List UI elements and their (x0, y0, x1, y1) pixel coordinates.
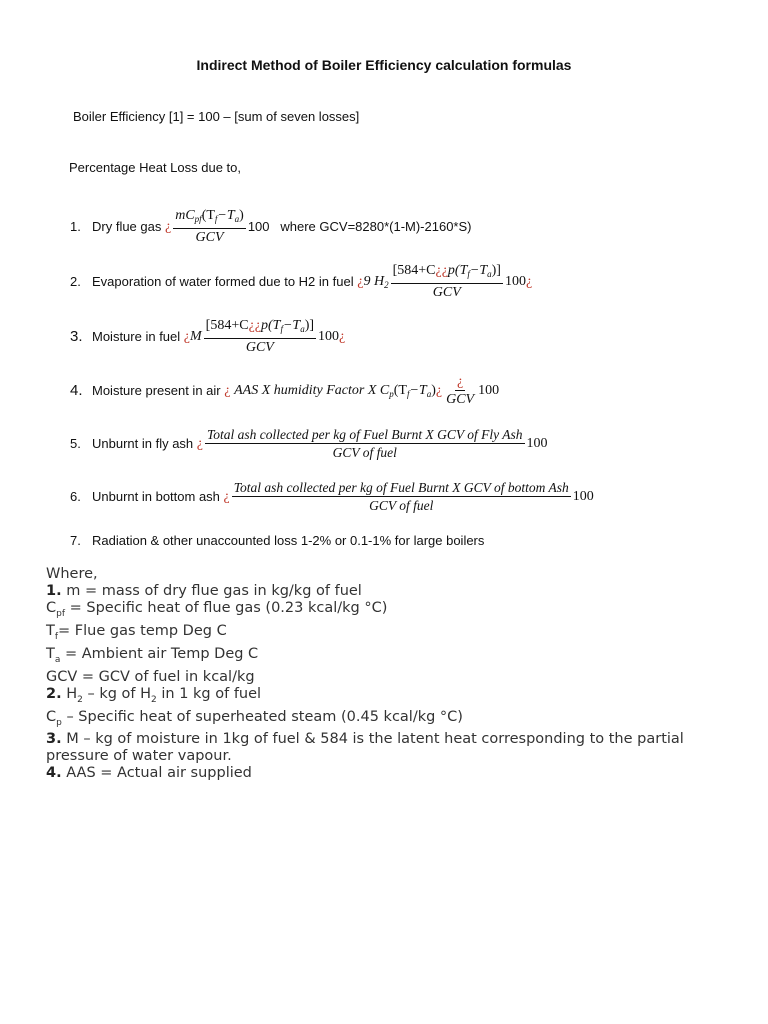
def-cp: $C_p$ – Specific heat of superheated steam (0.45 kcal/kg °C) (46, 708, 463, 728)
red-glyph: ¿ (224, 382, 231, 398)
red-glyph: ¿ (165, 218, 172, 234)
red-glyph: ¿ (339, 328, 346, 344)
item-number: 4. (70, 382, 83, 399)
def-tf: $T_f=$ Flue gas temp Deg C (46, 622, 227, 642)
page-title: Indirect Method of Boiler Efficiency calculation formulas (196, 57, 572, 73)
red-glyph: ¿ (223, 488, 230, 504)
loss-label: Moisture present in air (92, 383, 221, 398)
factor: 100 (572, 488, 594, 504)
item-number: 2. (70, 274, 81, 289)
loss-item-7 (70, 533, 484, 548)
def-gcv: GCV = GCV of fuel in kcal/kg (46, 668, 255, 685)
loss-label: Unburnt in bottom ash (92, 489, 220, 504)
item-number: 6. (70, 489, 81, 504)
factor: 100 (526, 435, 548, 451)
fraction: $\frac{[584+C¿¿p(T_f-T_a)]}{\text{GCV}}$ (205, 318, 315, 355)
loss-item-4: 4. Moisture present in air ¿ AAS X humidity Factor X $C_p(T_f-T_a)$ ¿ $\frac{¿}{\text{GCV}}$ 100 (70, 374, 500, 407)
loss-item-1 (70, 207, 472, 246)
item-number: 5. (70, 436, 81, 451)
def-ta: $T_a$ = Ambient air Temp Deg C (46, 645, 259, 665)
fraction: $\frac{\text{Total ash collected per kg of Fuel Burnt X GCV of bottom Ash}}{\text{GCV of fuel}}$ (233, 480, 569, 513)
factor: 100 (478, 382, 500, 398)
def-m: 1. m = mass of dry flue gas in kg/kg of fuel (46, 583, 362, 599)
heat-loss-intro: Percentage Heat Loss due to, (69, 160, 242, 175)
loss-label: Dry flue gas (92, 219, 162, 234)
where-heading: Where, (46, 566, 98, 582)
item-number: 3. (70, 328, 83, 345)
factor: 100 (247, 219, 270, 234)
fraction: $\frac{¿}{\text{GCV}}$ (446, 374, 475, 407)
loss-label: Unburnt in fly ash (92, 436, 194, 451)
loss-label: Radiation & other unaccounted loss 1-2% or 0.1-1% for large boilers (92, 533, 485, 548)
red-glyph: ¿ (525, 273, 533, 289)
loss-label: Moisture in fuel (92, 329, 181, 344)
red-glyph: ¿ (357, 273, 364, 289)
efficiency-line: Boiler Efficiency [1] = 100 – [sum of seven losses] (73, 109, 360, 124)
gcv-note: where GCV=8280*(1-M)-2160*S) (280, 219, 472, 234)
red-glyph: ¿ (183, 328, 190, 344)
fraction: $\frac{\text{Total ash collected per kg of Fuel Burnt X GCV of Fly Ash}}{\text{GCV of fuel}}$ (207, 427, 523, 460)
loss-item-5 (70, 426, 548, 461)
item-number: 1. (70, 219, 81, 234)
def-cpf: $C_{pf}$ = Specific heat of flue gas (0.23 kcal/kg °C) (46, 600, 388, 619)
item-number: 7. (70, 533, 81, 548)
fraction: $\frac{[584+C¿¿p(T_f-T_a)]}{\text{GCV}}$ (392, 263, 501, 300)
factor: 100 (318, 328, 340, 344)
factor: 100 (504, 273, 526, 289)
red-glyph: ¿ (435, 382, 443, 398)
loss-item-2: 2. Evaporation of water formed due to H2 in fuel ¿ 9 $H_2$ $\frac{[584+C¿¿p(T_f-T_a)]}{\text{GCV}}$ 100 ¿ (70, 263, 533, 300)
def-moisture: 3. M – kg of moisture in 1kg of fuel & 584 is the latent heat corresponding to the partial pressure of water vapour. (46, 731, 684, 765)
loss-item-6 (70, 479, 594, 514)
red-glyph: ¿ (196, 435, 204, 451)
fraction: $\frac{mC_{pf}(T_f-T_a)}{\text{GCV}}$ (175, 208, 244, 245)
def-h2: 2. $H_2$ – kg of $H_2$ in 1 kg of fuel (46, 685, 262, 705)
loss-item-3: 3. Moisture in fuel ¿ M $\frac{[584+C¿¿p(T_f-T_a)]}{\text{GCV}}$ 100 ¿ (70, 318, 346, 355)
loss-label: Evaporation of water formed due to H2 in fuel (92, 274, 354, 289)
where-section (46, 566, 726, 782)
def-aas: 4. AAS = Actual air supplied (46, 765, 252, 782)
